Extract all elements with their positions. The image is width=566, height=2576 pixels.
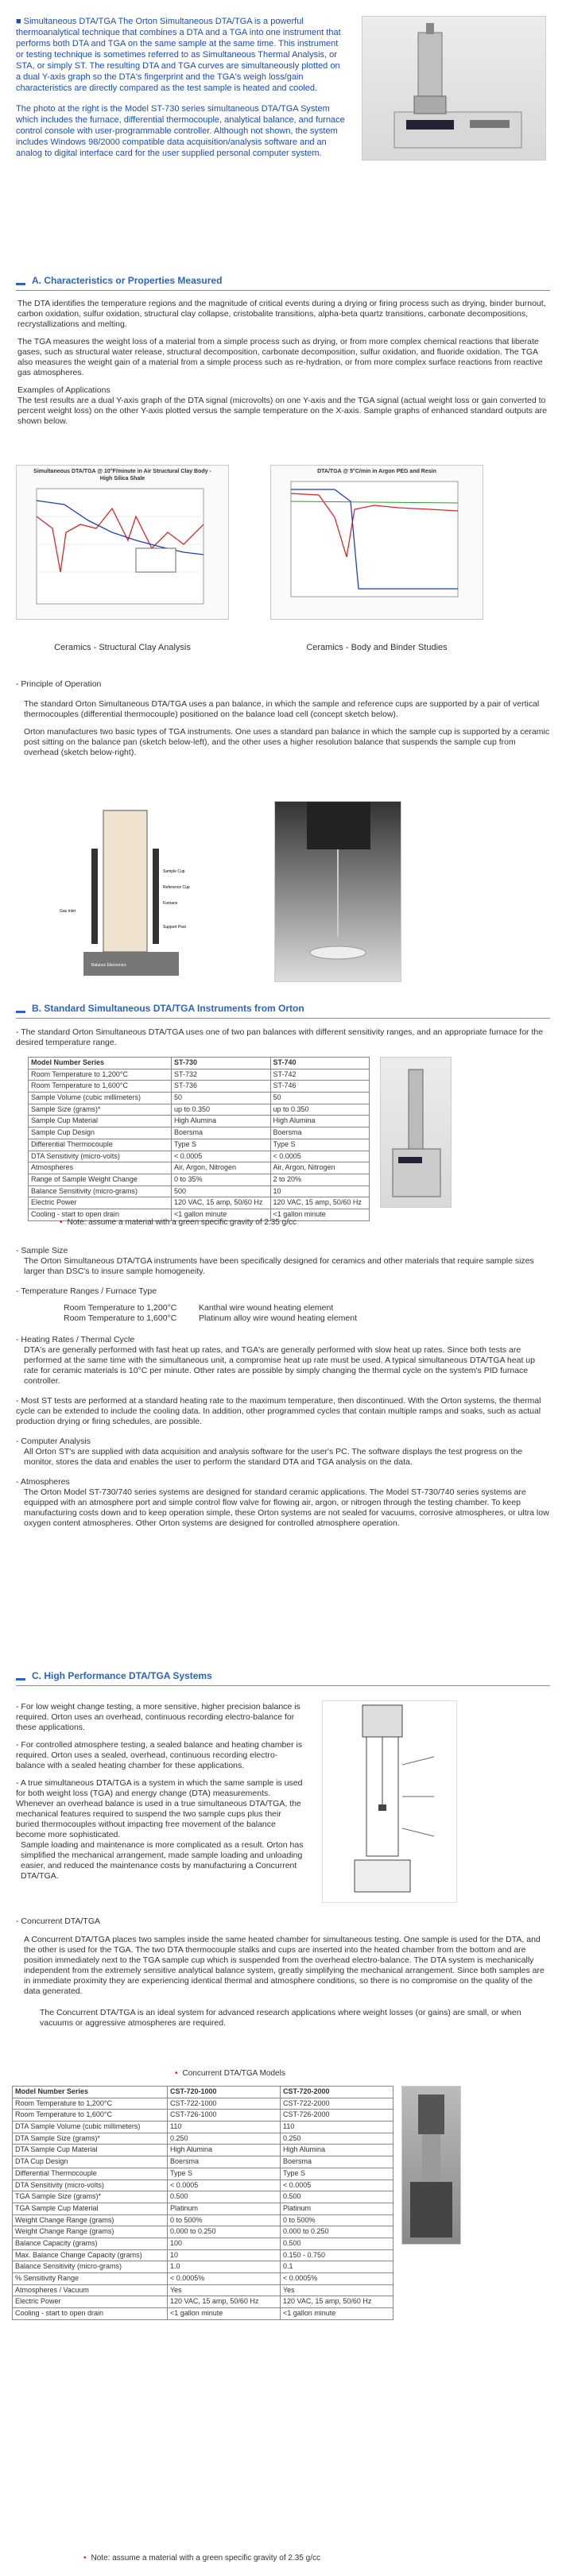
table-cell: High Alumina [172,1116,271,1127]
table-cell: Differential Thermocouple [13,2168,168,2180]
section-b-intro: - The standard Orton Simultaneous DTA/TGA uses one of two pan balances with different sensitivity ranges, and an appropriate furnace for the desired temperature range. [16,1027,544,1047]
table-cell: Room Temperature to 1,600°C [13,2110,168,2122]
table-row [29,1104,370,1116]
most-st-text-body: Most ST tests are performed at a standard heating rate to the maximum temperature, then discontinued. With the Orton systems, the thermal cycle can be extended to include the cooling data. In addition, other programmed cycles that contain multiple ramps and soaks, such as actual production drying or firing schedules, are possible. [16,1396,541,1426]
table-cell: TGA Sample Size (grams)* [13,2191,168,2203]
section-c-b3-text: A true simultaneous DTA/TGA is a system in which the same sample is used for both weight loss (TGA) and energy change (DTA) measurements. Whenever an overhead balance is used in a true simultaneous DTA/TGA, the mechanical features required to suspend the two sample cups plus their buried thermocouples without impacting free movement of the balance become more sophisticated. [16,1778,303,1839]
table-cell: 0.500 [281,2191,393,2203]
table-cell: Boersma [168,2156,281,2168]
table-cell: Boersma [172,1127,271,1139]
heating-title-text: Heating Rates / Thermal Cycle [21,1335,135,1344]
intro-paragraph-1 [16,16,346,94]
table-cell: Range of Sample Weight Change [29,1174,172,1186]
section-c-note [83,2553,320,2563]
table-row [29,1186,370,1197]
section-c-title: C. High Performance DTA/TGA Systems [32,1670,212,1682]
sketch-label-balance: Balance Electronics [91,963,126,968]
table-cell: Air, Argon, Nitrogen [172,1162,271,1174]
table-cell: 0.1 [281,2261,393,2273]
section-b-title: B. Standard Simultaneous DTA/TGA Instruments from Orton [32,1003,304,1015]
section-b-note-text: Note: assume a material with a green specific gravity of 2.35 g/cc [67,1218,297,1227]
table-cell: Yes [281,2284,393,2296]
section-b-note [60,1217,297,1228]
table-cell: <1 gallon minute [168,2308,281,2320]
table-cell: % Sensitivity Range [13,2273,168,2285]
table-cell: 0.000 to 0.250 [168,2226,281,2238]
concurrent-title-text: Concurrent DTA/TGA [21,1917,101,1926]
principle-title: - Principle of Operation [16,679,102,689]
computer-title: - Computer Analysis [16,1437,91,1446]
section-c-bullets [16,1702,306,1889]
table-row [13,2308,393,2320]
table-cell: Balance Sensitivity (micro-grams) [13,2261,168,2273]
chart1-title: Simultaneous DTA/TGA @ 10°F/minute in Air Structural Clay Body - High Silica Shale [33,469,211,482]
table-row [13,2296,393,2308]
table-cell: Weight Change Range (grams) [13,2226,168,2238]
table-row [29,1197,370,1209]
table-cell: 120 VAC, 15 amp, 50/60 Hz [172,1197,271,1209]
table-header: Model Number Series [13,2087,168,2098]
computer-text: All Orton ST's are supplied with data acquisition and analysis software for the user's PC. The software displays the test progress on the monitor, stores the data and enables the user to perform the standard DTA and TGA analysis on the data. [24,1447,523,1467]
table-cell: DTA Sample Cup Material [13,2145,168,2156]
table-row [13,2273,393,2285]
table-cell: 500 [172,1186,271,1197]
table-row [29,1162,370,1174]
sketch-label-furnace: Furnace [163,901,178,906]
table-cell: <1 gallon minute [172,1209,271,1220]
table-header: CST-720-2000 [281,2087,393,2098]
table-cell: Boersma [281,2156,393,2168]
table-row [13,2110,393,2122]
section-b-details [16,1246,550,1536]
table-cell: Weight Change Range (grams) [13,2214,168,2226]
table-cell: 0.250 [168,2133,281,2145]
table-cell: 110 [281,2122,393,2133]
table-cell: 0.500 [281,2238,393,2249]
table-cell: Electric Power [29,1197,172,1209]
principle-text [24,699,550,765]
intro-paragraph-2: The photo at the right is the Model ST-730 series simultaneous DTA/TGA System which includes the furnace, differential thermocouple, analytical balance, and furnace control console with user-programmable controller. Although not shown, the system includes Windows 98/2000 compatible data acquisition/analysis software and an analog to digital interface card for the user supplied personal computer system. [16,104,345,158]
table-row [13,2156,393,2168]
section-a-header [16,273,550,291]
table-cell: < 0.0005 [281,2180,393,2191]
table-cell: Room Temperature to 1,200°C [29,1069,172,1081]
table-cell: Sample Cup Design [29,1127,172,1139]
table-cell: Room Temperature to 1,600°C [29,1081,172,1093]
temp-ranges-title: - Temperature Ranges / Furnace Type [16,1286,157,1296]
section-b-intro-text: The standard Orton Simultaneous DTA/TGA uses one of two pan balances with different sensitivity ranges, and an appropriate furnace for the desired temperature range. [16,1027,544,1047]
table-cell: Differential Thermocouple [29,1139,172,1151]
temp-ranges-title-text: Temperature Ranges / Furnace Type [21,1286,157,1296]
section-a-text [17,299,552,434]
table-cell: Sample Cup Material [29,1116,172,1127]
table-cell: Atmospheres [29,1162,172,1174]
table-cell: Platinum [168,2203,281,2214]
pan-balance-sketch [60,801,203,982]
section-a-p4: The test results are a dual Y-axis graph of the DTA signal (microvolts) on one Y-axis and the TGA signal (actual weight loss or gain converted to percent weight loss) on the other Y-axis plotted versus the sample temperature on the X-axis. Sample graphs of enhanced standard outputs are shown below. [17,396,547,426]
table-cell: DTA Cup Design [13,2156,168,2168]
table-cell: Type S [270,1139,370,1151]
chart2-caption: Ceramics - Body and Binder Studies [306,643,448,652]
cst-system-photo [401,2086,461,2245]
furnace-type-label: Kanthal wire wound heating element [199,1303,334,1313]
sketch-label-gas: Gas Inlet [60,909,76,914]
table-row [13,2238,393,2249]
table-cell: 120 VAC, 15 amp, 50/60 Hz [281,2296,393,2308]
table-cell: ST-746 [270,1081,370,1093]
table-cell: Platinum [281,2203,393,2214]
table-cell: < 0.0005% [281,2273,393,2285]
chart-structural-clay [16,465,229,620]
table-header: Model Number Series [29,1058,172,1069]
table-row [29,1151,370,1162]
table-cell: CST-726-2000 [281,2110,393,2122]
table-row [13,2261,393,2273]
table-cell: Type S [281,2168,393,2180]
table-cell: 120 VAC, 15 amp, 50/60 Hz [168,2296,281,2308]
table-cell: ST-736 [172,1081,271,1093]
sketch-label-sample: Sample Cup [163,869,185,874]
principle-p2: Orton manufactures two basic types of TGA instruments. One uses a standard pan balance in which the sample cup is supported by a ceramic post sitting on the balance pan (sketch below-left), and the other uses a higher resolution balance that suspends the sample cup from overhead (sketch below-right). [24,727,550,757]
table-row [13,2098,393,2110]
chart-body-binder [270,465,483,620]
table-cell: High Alumina [168,2145,281,2156]
table-cell: <1 gallon minute [270,1209,370,1220]
st730-system-photo [362,16,546,161]
concurrent-section [16,1917,550,2036]
heating-title: - Heating Rates / Thermal Cycle [16,1335,135,1344]
concurrent-text: A Concurrent DTA/TGA places two samples inside the same heated chamber for simultaneous testing. One sample is used for the DTA, and the other is used for the TGA. The two DTA thermocouple stalks and cups are inserted into the heated chamber from the bottom and are position immediately next to the TGA sample cup which is suspended from the overhead electro-balance. The DTA system is mechanically independent from the extremely sensitive analytical balance system, greatly simplifying the mechanical arrangement. Since both samples are in immediate proximity they are experiencing identical thermal and atmosphere conditions, so there is no compromise on the quality of the data generated. [24,1935,545,1996]
models-title-text: Concurrent DTA/TGA Models [182,2069,285,2078]
table-cell: 50 [270,1093,370,1104]
table-row [13,2180,393,2191]
table-cell: 1.0 [168,2261,281,2273]
table-row [29,1139,370,1151]
temp-range-label: Room Temperature to 1,600°C [64,1313,177,1323]
table-row [13,2203,393,2214]
furnace-type-label: Platinum alloy wire wound heating element [199,1313,358,1323]
atmospheres-title-text: Atmospheres [20,1477,70,1487]
table-row [13,2249,393,2261]
table-row [29,1081,370,1093]
note-bullet-icon: • [83,2554,87,2562]
section-marker-icon [16,1011,25,1013]
models-bullet-icon: • [175,2069,178,2078]
sketch-label-reference: Reference Cup [163,885,190,890]
table-cell: Boersma [270,1127,370,1139]
table-cell: Yes [168,2284,281,2296]
concurrent-title: - Concurrent DTA/TGA [16,1917,101,1926]
table-cell: 0.150 - 0.750 [281,2249,393,2261]
table-cell: CST-722-1000 [168,2098,281,2110]
table-row [29,1127,370,1139]
section-c-b2: - For controlled atmosphere testing, a sealed balance and heating chamber is required. Orton uses a sealed, overhead, continuous recording electro-balance with a sealed heating chamber for these applications. [16,1740,303,1770]
principle-p1: The standard Orton Simultaneous DTA/TGA uses a pan balance, in which the sample and reference cups are supported by a pair of vertical thermocouples (differential thermocouple) positioned on the balance load cell (concept sketch below). [24,699,540,719]
table-cell: Cooling - start to open drain [13,2308,168,2320]
section-b-header [16,1001,550,1019]
section-c-b1-text: For low weight change testing, a more sensitive, higher precision balance is required. Orton uses an overhead, continuous recording electro-balance for these applications. [16,1702,300,1732]
table-cell: CST-722-2000 [281,2098,393,2110]
table-cell: CST-726-1000 [168,2110,281,2122]
section-c-b4: Sample loading and maintenance is more complicated as a result. Orton has simplified the mechanical arrangement, made sample loading and unloading easier, and reduced the maintenance costs by manufacturing a Concurrent DTA/TGA. [21,1840,304,1881]
st740-system-photo [380,1057,452,1208]
cst-spec-table [12,2086,393,2320]
table-cell: Electric Power [13,2296,168,2308]
principle-title-text: Principle of Operation [21,679,102,689]
table-row [13,2226,393,2238]
intro-p1-text: Simultaneous DTA/TGA The Orton Simultaneous DTA/TGA is a powerful thermoanalytical technique that combines a DTA and a TGA into one instrument that performs both DTA and TGA on the same sample at the same time. This instrument or testing technique is sometimes referred to as Simultaneous Thermal Analysis, or STA, or simply ST. The resulting DTA and TGA curves are simultaneously plotted on a dual Y-axis graph so the DTA's fingerprint and the TGA's weigh loss/gain characteristics are directly compared as the test sample is heated and cooled. [16,17,341,93]
table-cell: 0 to 35% [172,1174,271,1186]
table-row [29,1093,370,1104]
sample-size-text: The Orton Simultaneous DTA/TGA instruments have been specifically designed for ceramics and other materials that require sample sizes larger than DSC's to insure sample homogeneity. [24,1256,534,1276]
table-row [13,2191,393,2203]
table-row [13,2133,393,2145]
table-cell: 100 [168,2238,281,2249]
st-spec-table [28,1057,370,1221]
note-bullet-icon: • [60,1218,63,1227]
table-cell: 110 [168,2122,281,2133]
intro-text [16,16,346,168]
computer-title-text: Computer Analysis [21,1437,91,1446]
table-cell: High Alumina [270,1116,370,1127]
table-cell: up to 0.350 [270,1104,370,1116]
table-row [13,2214,393,2226]
atmospheres-title: - Atmospheres [16,1477,70,1487]
table-cell: Atmospheres / Vacuum [13,2284,168,2296]
section-a-p3: Examples of Applications [17,385,110,395]
section-c-b2-text: For controlled atmosphere testing, a sealed balance and heating chamber is required. Orton uses a sealed, overhead, continuous recording electro-balance with a sealed heating chamber for these applications. [16,1740,303,1770]
most-st-text: - Most ST tests are performed at a standard heating rate to the maximum temperature, then discontinued. With the Orton systems, the thermal cycle can be extended to include the cooling data. In addition, other programmed cycles that contain multiple ramps and soaks, such as actual production drying or firing schedules, are possible. [16,1396,541,1426]
table-cell: Air, Argon, Nitrogen [270,1162,370,1174]
table-cell: Type S [172,1139,271,1151]
table-cell: 0 to 500% [168,2214,281,2226]
concurrent-sketch [322,1700,457,1903]
table-cell: <1 gallon minute [281,2308,393,2320]
section-c-note-text: Note: assume a material with a green specific gravity of 2.35 g/cc [91,2554,320,2562]
table-cell: Balance Capacity (grams) [13,2238,168,2249]
section-marker-icon [16,283,25,285]
table-header: ST-730 [172,1058,271,1069]
sample-size-title-text: Sample Size [21,1246,68,1255]
atmospheres-text: The Orton Model ST-730/740 series systems are designed for standard ceramic applications. The Model ST-730/740 series systems are equipped with an atmosphere port and simple control flow valve for flowing air, argon, or nitrogen through the testing chamber. To keep manufacturing costs down and to keep operation simple, these Orton systems are not sealed for vacuums, corrosive atmospheres, or ultra low oxygen content atmospheres. Other Orton systems are designed for controlled atmosphere operation. [24,1487,549,1528]
bullet-icon: ■ [16,17,21,26]
ideal-text: The Concurrent DTA/TGA is an ideal system for advanced research applications where weight losses (or gains) are small, or when vacuums or aggressive atmospheres are required. [40,2008,521,2028]
table-cell: DTA Sample Size (grams)* [13,2133,168,2145]
table-cell: < 0.0005 [172,1151,271,1162]
table-cell: 0.500 [168,2191,281,2203]
chart2-title: DTA/TGA @ 5°C/min in Argon PEG and Resin [317,469,436,474]
table-cell: 50 [172,1093,271,1104]
sample-size-title: - Sample Size [16,1246,68,1255]
section-c-header [16,1669,550,1686]
table-cell: 0.250 [281,2133,393,2145]
temp-range-label: Room Temperature to 1,200°C [64,1303,177,1313]
table-cell: DTA Sensitivity (micro-volts) [29,1151,172,1162]
table-cell: TGA Sample Cup Material [13,2203,168,2214]
table-cell: DTA Sample Volume (cubic millimeters) [13,2122,168,2133]
table-row [13,2145,393,2156]
temp-ranges-list [16,1297,550,1330]
table-cell: Sample Volume (cubic millimeters) [29,1093,172,1104]
table-cell: < 0.0005 [270,1151,370,1162]
table-cell: Type S [168,2168,281,2180]
table-row [13,2168,393,2180]
section-marker-icon [16,1678,25,1681]
table-header: ST-740 [270,1058,370,1069]
heating-text: DTA's are generally performed with fast heat up rates, and TGA's are generally performed with slow heat up rates. Since both tests are performed at the same time with the simultaneous unit, a compromise heat up rate must be used. A typical simultaneous DTA/TGA heat up rate for ceramic materials is 10°C per minute. Other rates are possible by simply changing the thermal cycle on the system's PID furnace controller. [24,1345,535,1386]
chart1-caption: Ceramics - Structural Clay Analysis [54,643,191,652]
models-title [175,2068,285,2079]
temp-range-row [64,1303,550,1313]
table-cell: 120 VAC, 15 amp, 50/60 Hz [270,1197,370,1209]
table-cell: 0.000 to 0.250 [281,2226,393,2238]
table-cell: Room Temperature to 1,200°C [13,2098,168,2110]
table-row [13,2284,393,2296]
table-cell: Balance Sensitivity (micro-grams) [29,1186,172,1197]
table-cell: 10 [270,1186,370,1197]
section-c-b1: - For low weight change testing, a more sensitive, higher precision balance is required. Orton uses an overhead, continuous recording electro-balance for these applications. [16,1702,300,1732]
table-cell: High Alumina [281,2145,393,2156]
table-header-row [13,2087,393,2098]
table-cell: Cooling - start to open drain [29,1209,172,1220]
table-row [29,1174,370,1186]
table-cell: up to 0.350 [172,1104,271,1116]
table-row [29,1069,370,1081]
table-cell: DTA Sensitivity (micro-volts) [13,2180,168,2191]
section-c-b3: - A true simultaneous DTA/TGA is a system in which the same sample is used for both weight loss (TGA) and energy change (DTA) measurements. Whenever an overhead balance is used in a true simultaneous DTA/TGA, the mechanical features required to suspend the two sample cups plus their buried thermocouples without impacting free movement of the balance become more sophisticated. [16,1778,303,1839]
table-cell: ST-742 [270,1069,370,1081]
table-cell: < 0.0005 [168,2180,281,2191]
table-row [29,1116,370,1127]
table-cell: Sample Size (grams)* [29,1104,172,1116]
table-cell: < 0.0005% [168,2273,281,2285]
section-a-p1: The DTA identifies the temperature regions and the magnitude of critical events during a drying or firing process such as drying, binder burnout, carbon oxidation, sulfur oxidation, structural clay collapse, cristobalite transitions, alpha-beta quartz transitions, carbonate decompositions, recrystallizations and melting. [17,299,546,329]
temp-range-row [64,1313,550,1324]
section-a-p2: The TGA measures the weight loss of a material from a simple process such as drying, or from more complex chemical reactions that liberate gases, such as structural water release, structural decomposition, carbonate decomposition, sulfur oxidation, and fluoride oxidation. The TGA also measures the weight gain of a material from a simple process such as re-hydration, or from more complex surface reactions from reactive gas atmospheres. [17,337,543,377]
table-cell: ST-732 [172,1069,271,1081]
table-header: CST-720-1000 [168,2087,281,2098]
section-a-title: A. Characteristics or Properties Measured [32,275,223,287]
overhead-balance-photo [274,801,401,982]
table-cell: Max. Balance Change Capacity (grams) [13,2249,168,2261]
table-cell: 0 to 500% [281,2214,393,2226]
sketch-label-support: Support Post [163,925,186,930]
table-cell: 2 to 20% [270,1174,370,1186]
table-cell: 10 [168,2249,281,2261]
table-row [13,2122,393,2133]
table-header-row [29,1058,370,1069]
